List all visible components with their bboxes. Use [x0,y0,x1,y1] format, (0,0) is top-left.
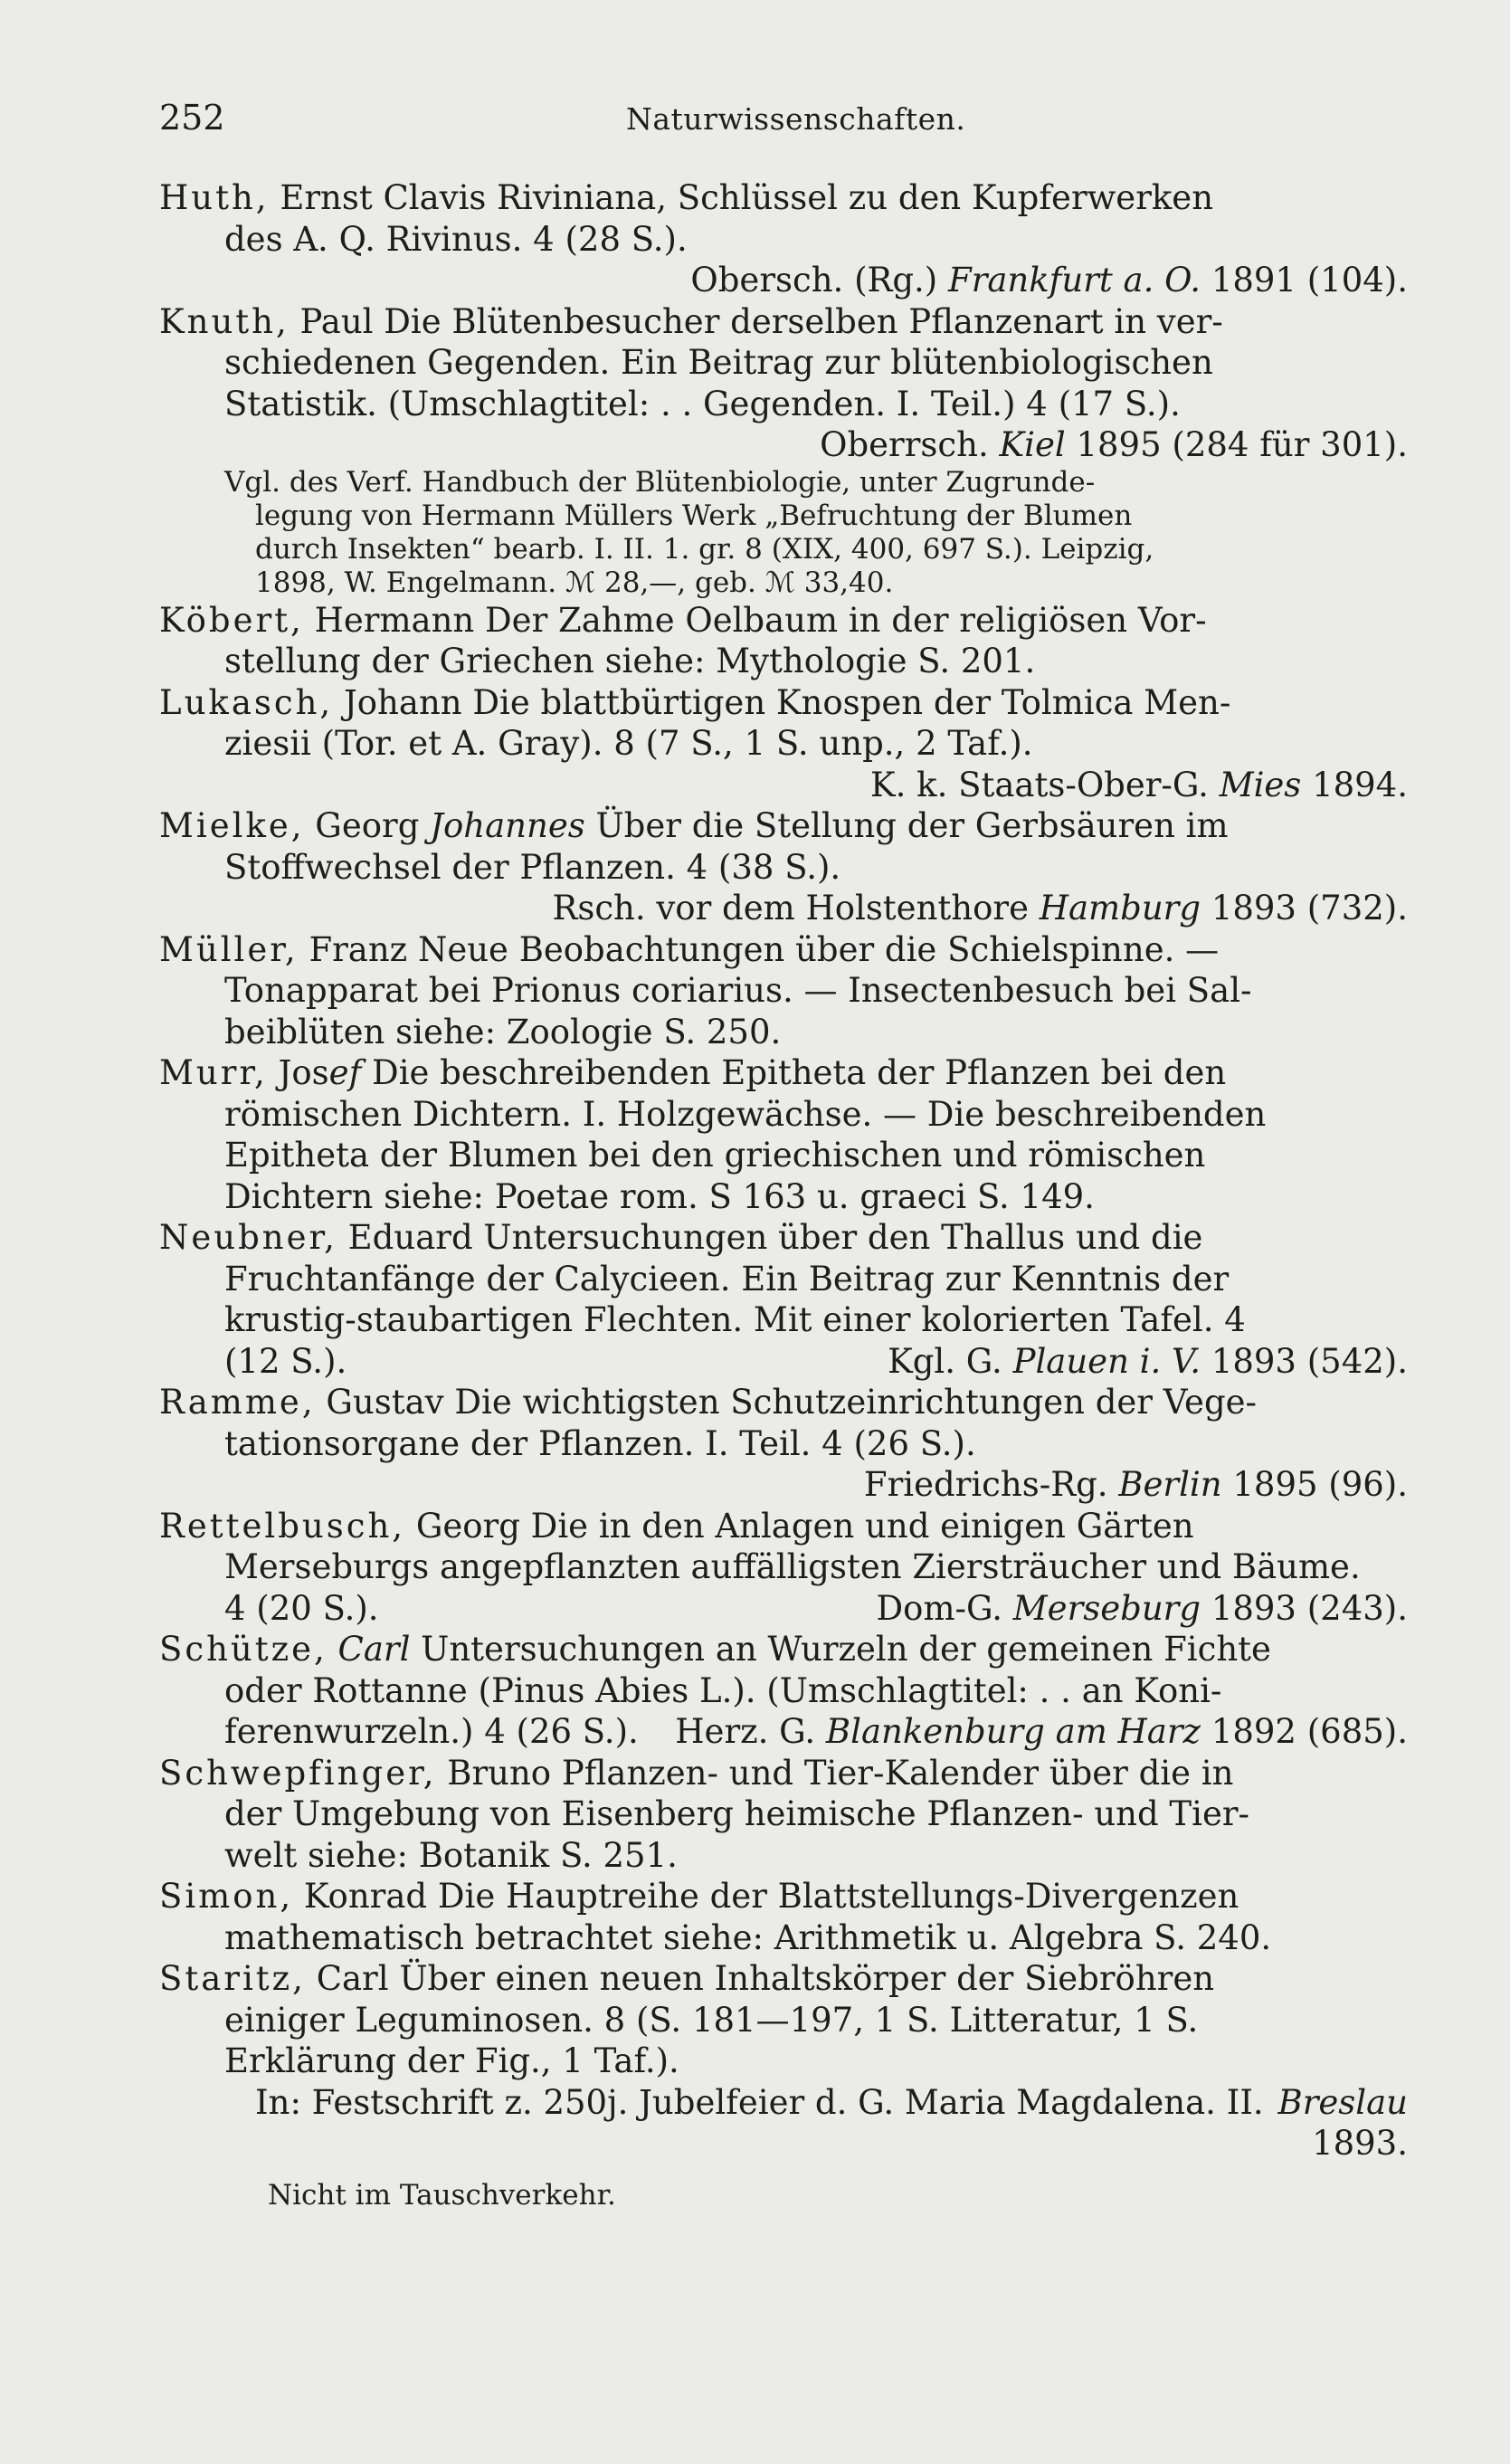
bibliography-list: Huth, Ernst Clavis Riviniana, Schlüssel zu den Kupferwerken des A. Q. Rivinus. 4 (28 S.). Obersch. (Rg.) Frankfurt a. O. 1891 (104). Knuth, Paul Die Blütenbesucher derselben Pflanzenart in ver- schiedenen Gegenden. Ein Beitrag zur blütenbiologischen Statistik. (Umschlagtitel: . . Gegenden. I. Teil.) 4 (17 S.). Oberrsch. Kiel 1895 (284 für 301). Vgl. des Verf. Handbuch der Blütenbiologie, unter Zugrunde- legung von Hermann Müllers Werk „Befruchtung der Blumen durch Insekten“ bearb. I. II. 1. gr. 8 (XIX, 400, 697 S.). Leipzig, 1898, W. Engelmann. ℳ 28,—, geb. ℳ 33,40. Köbert, Hermann Der Zahme Oelbaum in der religiösen Vor- stellung der Griechen siehe: Mythologie S. 201. Lukasch, Johann Die blattbürtigen Knospen der Tolmica Men- ziesii (Tor. et A. Gray). 8 (7 S., 1 S. unp., 2 Taf.). K. k. Staats-Ober-G. Mies 1894. Mielke, Georg Johannes Über die Stellung der Gerbsäuren im Stoffwechsel der Pflanzen. 4 (38 S.). Rsch. vor dem Holstenthore Hamburg 1893 (732). Müller, Franz Neue Beobachtungen über die Schielspinne. — Tonapparat bei Prionus coriarius. — Insectenbesuch bei Sal- beiblüten siehe: Zoologie S. 250. Murr, Josef Die beschreibenden Epitheta der Pflanzen bei den römischen Dichtern. I. Holzgewächse. — Die beschreibenden Epitheta der Blumen bei den griechischen und römischen Dichtern siehe: Poetae rom. S 163 u. graeci S. 149. Neubner, Eduard Untersuchungen über den Thallus und die Fruchtanfänge der Calycieen. Ein Beitrag zur Kenntnis der krustig-staubartigen Flechten. Mit einer kolorierten Tafel. 4 (12 S.). Kgl. G. Plauen i. V. 1893 (542). Ramme, Gustav Die wichtigsten Schutzeinrichtungen der Vege- tationsorgane der Pflanzen. I. Teil. 4 (26 S.). Friedrichs-Rg. Berlin 1895 (96). Rettelbusch, Georg Die in den Anlagen und einigen Gärten Merseburgs angepflanzten auffälligsten Ziersträucher und Bäume. 4 (20 S.). Dom-G. Merseburg 1893 (243). Schütze, Carl Untersuchungen an Wurzeln der gemeinen Fichte oder Rottanne (Pinus Abies L.). (Umschlagtitel: . . an Koni- ferenwurzeln.) 4 (26 S.). Herz. G. Blankenburg am Harz 1892 (685). Schwepfinger, Bruno Pflanzen- und Tier-Kalender über die in der Umgebung von Eisenberg heimische Pflanzen- und Tier- welt siehe: Botanik S. 251. Simon, Konrad Die Hauptreihe der Blattstellungs-Divergenzen mathematisch betrachtet siehe: Arithmetik u. Algebra S. 240. Staritz, Carl Über einen neuen Inhaltskörper der Siebröhren einiger Leguminosen. 8 (S. 181—197, 1 S. Litteratur, 1 S. Erklärung der Fig., 1 Taf.). In: Festschrift z. 250j. Jubelfeier d. G. Maria Magdalena. II. Breslau 1893. Nicht im Tauschverkehr. [159,178,1408,2212]
entry-rettelbusch: Rettelbusch, Georg Die in den Anlagen und einigen Gärten [159,1506,1194,1546]
note-knuth: Vgl. des Verf. Handbuch der Blütenbiologie, unter Zugrunde- [224,465,1096,499]
entry-huth: Huth, Ernst Clavis Riviniana, Schlüssel zu den Kupferwerken [159,178,1214,217]
entry-knuth: Knuth, Paul Die Blütenbesucher derselben Pflanzenart in ver- [159,301,1223,341]
entry-simon: Simon, Konrad Die Hauptreihe der Blattstellungs-Divergenzen [159,1877,1239,1916]
entry-ramme: Ramme, Gustav Die wichtigsten Schutzeinrichtungen der Vege- [159,1383,1258,1422]
page-number: 252 [159,98,225,138]
entry-muller: Müller, Franz Neue Beobachtungen über die Schielspinne. — [159,929,1220,969]
entry-lukasch: Lukasch, Johann Die blattbürtigen Knospen der Tolmica Men- [159,682,1231,722]
entry-neubner: Neubner, Eduard Untersuchungen über den Thallus und die [159,1218,1203,1257]
entry-mielke: Mielke, Georg Johannes Über die Stellung der Gerbsäuren im [159,806,1229,845]
running-title: Naturwissenschaften. [626,101,966,137]
entry-kobert: Köbert, Hermann Der Zahme Oelbaum in der religiösen Vor- [159,600,1207,640]
entry-schutze: Schütze, Carl Untersuchungen an Wurzeln der gemeinen Fichte [159,1630,1271,1669]
entry-murr: Murr, Josef Die beschreibenden Epitheta der Pflanzen bei den [159,1053,1227,1092]
entry-schwepfinger: Schwepfinger, Bruno Pflanzen- und Tier-Kalender über die in [159,1753,1234,1793]
entry-staritz: Staritz, Carl Über einen neuen Inhaltskörper der Siebröhren [159,1959,1215,1998]
page-header [159,98,1408,145]
footnote: Nicht im Tauschverkehr. [268,2178,616,2212]
